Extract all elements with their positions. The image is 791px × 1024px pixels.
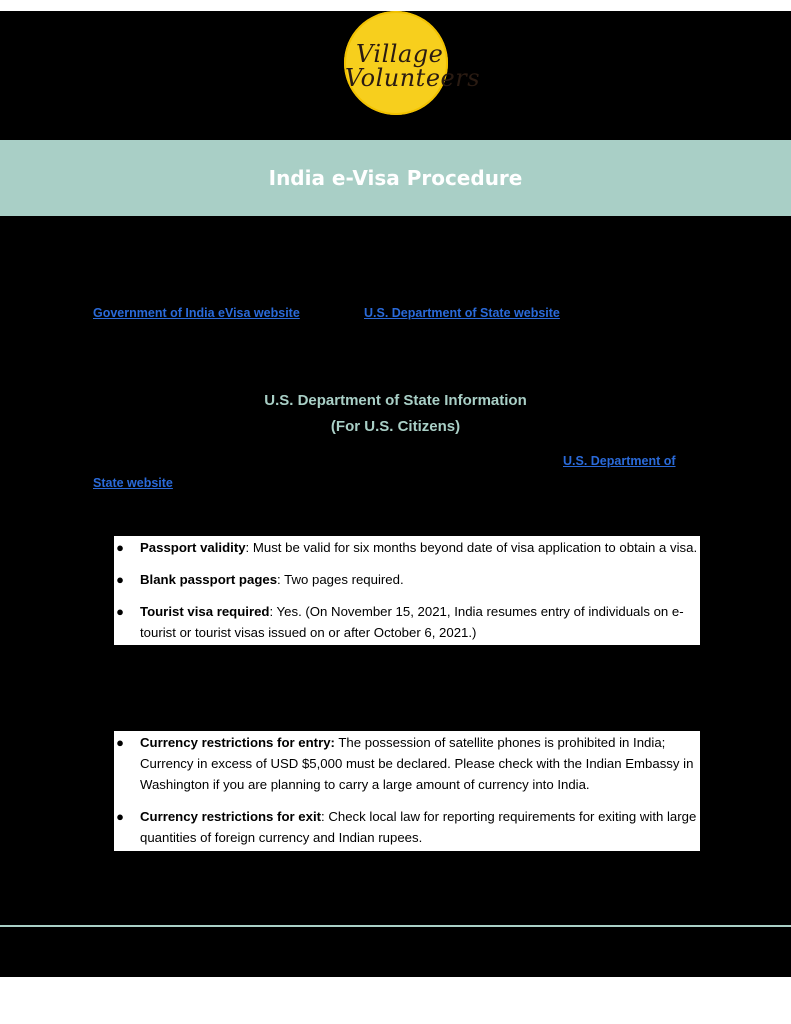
list-item (114, 601, 700, 643)
bullet-icon: ● (116, 735, 124, 750)
bullet-icon: ● (116, 572, 124, 587)
state-info-subheading: (For U.S. Citizens) (330, 418, 461, 435)
bullet-icon: ● (116, 809, 124, 824)
item-text: : Must be valid for six months beyond date of visa application to obtain a visa. (245, 540, 698, 555)
list-item (114, 569, 700, 590)
item-label: Passport validity (140, 540, 246, 555)
bullet-icon: ● (116, 540, 124, 555)
list-item (114, 806, 700, 848)
item-text: : Yes. (On November 15, 2021, India resumes entry of individuals on e-tourist or tourist visas issued on or after October 6, 2021.) (140, 604, 684, 640)
page-title: India e-Visa Procedure (268, 166, 523, 190)
state-info-heading: U.S. Department of State Information (264, 392, 527, 409)
currency-requirements-box (114, 731, 700, 851)
us-state-inline-link-part2[interactable]: State website (93, 476, 173, 490)
item-text: The possession of satellite phones is prohibited in India; Currency in excess of USD $5,000 must be declared. Please check with the Indian Embassy in Washington if you are planning to carry a large amount of currency into India. (140, 735, 694, 792)
india-evisa-link[interactable]: Government of India eVisa website (93, 306, 300, 320)
us-state-inline-link-part1[interactable]: U.S. Department of (563, 454, 676, 468)
logo-text-line2: Volunteers (345, 64, 481, 92)
item-label: Blank passport pages (140, 572, 278, 587)
list-item (114, 537, 700, 558)
entry-requirements-box (114, 536, 700, 645)
logo-text-line1: Village (356, 40, 444, 68)
item-text: : Two pages required. (277, 572, 404, 587)
item-label: Tourist visa required (140, 604, 270, 619)
us-state-department-link[interactable]: U.S. Department of State website (364, 306, 560, 320)
item-label: Currency restrictions for entry: (140, 735, 335, 750)
title-banner (0, 140, 791, 216)
item-label: Currency restrictions for exit (140, 809, 322, 824)
footer-divider (0, 925, 791, 927)
bullet-icon: ● (116, 604, 124, 619)
list-item (114, 732, 700, 795)
item-text: : Check local law for reporting requirements for exiting with large quantities of foreign currency and Indian rupees. (140, 809, 697, 845)
